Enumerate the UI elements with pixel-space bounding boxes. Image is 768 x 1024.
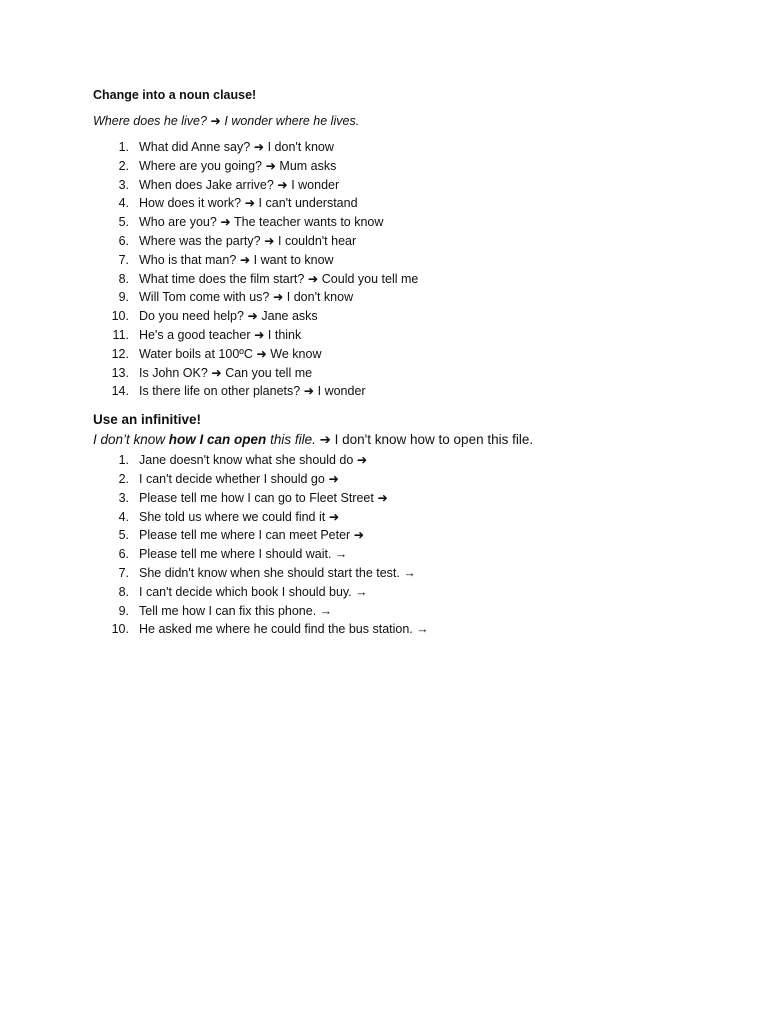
list-item: [93, 508, 713, 527]
list-item-text: How does it work? ➜ I can't understand: [139, 196, 358, 211]
list-item-number: 11.: [112, 327, 129, 342]
list-item: [93, 583, 713, 602]
list-item-text: He's a good teacher ➜ I think: [139, 327, 302, 342]
list-item-number: 2.: [118, 471, 129, 486]
list-item-text: I can't decide which book I should buy. →: [139, 584, 368, 599]
section-1-example: Where does he live? ➜ I wonder where he lives.: [93, 114, 360, 128]
example-part-4: I don't know how to open this file.: [330, 432, 534, 448]
list-item: [93, 382, 713, 401]
list-item: [93, 232, 713, 251]
list-item: [93, 489, 713, 508]
list-item: [93, 157, 713, 176]
list-item: [93, 364, 713, 383]
list-item-text: Please tell me how I can go to Fleet Street ➜: [139, 490, 388, 505]
list-item-number: 7.: [118, 565, 129, 580]
list-item-text: Who are you? ➜ The teacher wants to know: [139, 215, 384, 230]
list-item-number: 2.: [118, 158, 129, 173]
list-item-number: 6.: [118, 233, 129, 248]
list-item-number: 5.: [118, 528, 129, 543]
section-2-example: [93, 430, 713, 450]
example-part-2: how I can open: [168, 432, 267, 448]
section-2-heading: Use an infinitive!: [93, 412, 202, 428]
list-item: [93, 620, 713, 639]
list-item-text: Will Tom come with us? ➜ I don't know: [139, 290, 354, 305]
list-item-number: 9.: [118, 290, 129, 305]
list-item: [93, 326, 713, 345]
example-part-3: this file.: [266, 432, 320, 448]
list-item-text: Who is that man? ➜ I want to know: [139, 252, 334, 267]
list-item-text: What time does the film start? ➜ Could you tell me: [139, 271, 419, 286]
list-item-number: 10.: [111, 622, 129, 637]
list-item-number: 7.: [118, 252, 129, 267]
list-item-text: Is John OK? ➜ Can you tell me: [139, 365, 313, 380]
section-1-heading: Change into a noun clause!: [93, 88, 257, 102]
list-item: [93, 307, 713, 326]
list-item-text: When does Jake arrive? ➜ I wonder: [139, 177, 340, 192]
document-page: [93, 84, 713, 639]
list-item-text: Please tell me where I can meet Peter ➜: [139, 528, 365, 543]
list-item-number: 13.: [111, 365, 129, 380]
list-item: [93, 270, 713, 289]
list-item: [93, 451, 713, 470]
list-item-text: She didn't know when she should start the test. →: [139, 565, 416, 580]
list-item: [93, 470, 713, 489]
list-item-text: Tell me how I can fix this phone. →: [139, 603, 333, 618]
list-item-text: Jane doesn't know what she should do ➜: [139, 453, 368, 468]
list-item-text: What did Anne say? ➜ I don't know: [139, 140, 334, 154]
list-item: [93, 176, 713, 195]
list-item: [93, 602, 713, 621]
list-item-text: He asked me where he could find the bus station. →: [139, 622, 429, 637]
list-item-number: 6.: [118, 547, 129, 562]
list-item-number: 14.: [111, 384, 129, 399]
list-item-text: Please tell me where I should wait. →: [139, 547, 348, 562]
list-item-text: Is there life on other planets? ➜ I wonder: [139, 384, 366, 399]
list-item-text: She told us where we could find it ➜: [139, 509, 340, 524]
list-item-text: Do you need help? ➜ Jane asks: [139, 309, 318, 324]
list-item-number: 5.: [118, 215, 129, 230]
list-item: [93, 345, 713, 364]
list-item: [93, 545, 713, 564]
list-item-number: 8.: [118, 271, 129, 286]
arrow-icon: ➔: [319, 432, 331, 448]
list-item-number: 8.: [118, 584, 129, 599]
list-item-number: 12.: [111, 346, 129, 361]
list-item-number: 3.: [118, 490, 129, 505]
list-item: [93, 288, 713, 307]
list-item-text: Where was the party? ➜ I couldn't hear: [139, 233, 357, 248]
list-item-number: 4.: [118, 509, 129, 524]
list-item-text: I can't decide whether I should go ➜: [139, 471, 339, 486]
list-item-number: 3.: [118, 177, 129, 192]
list-item-number: 10.: [111, 309, 129, 324]
list-item: [93, 526, 713, 545]
list-item-text: Where are you going? ➜ Mum asks: [139, 158, 337, 173]
list-item-number: 4.: [118, 196, 129, 211]
example-part-1: I don’t know: [93, 432, 169, 448]
list-item: [93, 251, 713, 270]
list-item: [93, 138, 713, 157]
list-item-text: Water boils at 100ºC ➜ We know: [139, 346, 322, 361]
list-item: [93, 194, 713, 213]
list-item-number: 1.: [118, 453, 129, 468]
section-1-exercise-list: [93, 138, 713, 401]
list-item-number: 9.: [118, 603, 129, 618]
list-item-number: 1.: [118, 140, 129, 154]
list-item: [93, 213, 713, 232]
list-item: [93, 564, 713, 583]
section-2-exercise-list: [93, 451, 713, 639]
